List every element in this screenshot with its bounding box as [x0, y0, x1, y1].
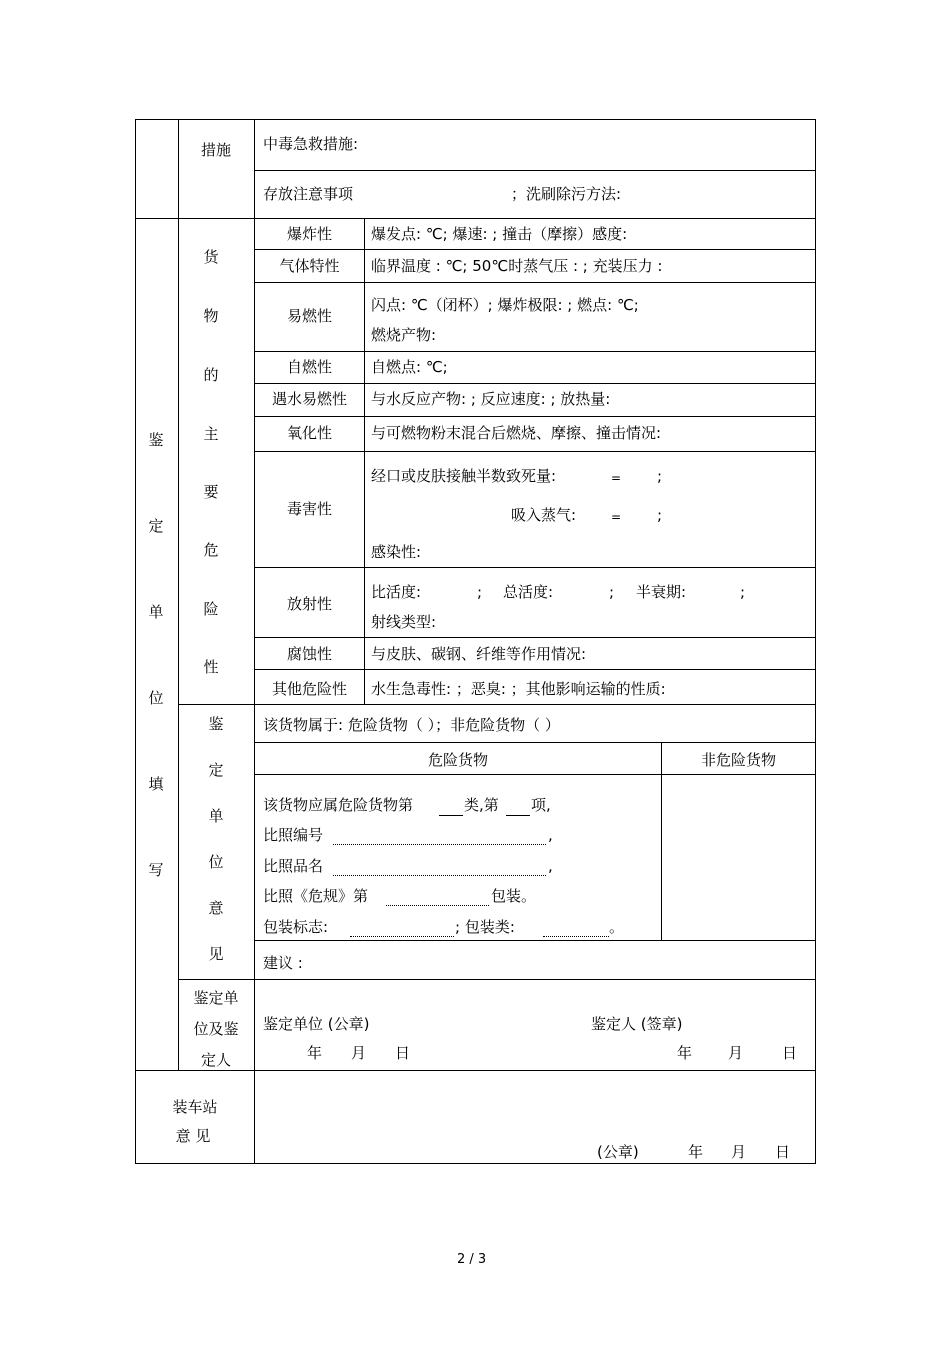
opinion-char: 单	[208, 807, 224, 825]
radioactive-semi: ;	[477, 583, 483, 601]
ref-number-blank	[333, 843, 546, 845]
ref-number-label: 比照编号	[263, 826, 324, 844]
row-line	[255, 637, 816, 638]
hazard-text-toxic-2: 吸入蒸气:	[511, 506, 577, 524]
opinion-char: 见	[208, 945, 224, 963]
class-line-prefix: 该货物应属危险货物第	[263, 796, 414, 814]
hazard-text-radioactive-2: 射线类型:	[371, 613, 437, 631]
row-line	[255, 774, 816, 775]
main-hazard-char: 险	[203, 600, 219, 618]
hazard-name-toxic: 毒害性	[286, 500, 332, 518]
wash-method-label: ；洗刷除污方法:	[511, 185, 622, 203]
table-border-left	[135, 119, 136, 1164]
hazard-name-radioactive: 放射性	[286, 595, 332, 613]
class-line-mid: 类,第	[464, 796, 499, 814]
row-line	[255, 451, 816, 452]
row-line	[255, 742, 816, 743]
radioactive-semi: ;	[740, 583, 746, 601]
hazard-text-flammable-2: 燃烧产物:	[371, 326, 437, 344]
row-line	[255, 567, 816, 568]
hazard-text-toxic-1: 经口或皮肤接触半数致死量:	[371, 467, 557, 485]
station-label-line1: 装车站	[172, 1098, 218, 1116]
hazard-name-gas: 气体特性	[279, 257, 340, 275]
hazard-name-other: 其他危险性	[271, 680, 347, 698]
station-seal: (公章)	[597, 1143, 639, 1161]
person-sign-label: 鉴定人 (签章)	[591, 1015, 683, 1033]
hazard-name-oxidizing: 氧化性	[286, 424, 332, 442]
main-hazard-char: 危	[203, 541, 219, 559]
station-month: 月	[731, 1143, 747, 1161]
opinion-char: 定	[208, 761, 224, 779]
row-line	[255, 669, 816, 670]
ref-name-label: 比照品名	[263, 857, 324, 875]
hazard-text-toxic-3: 感染性:	[371, 543, 422, 561]
signer-label-line: 鉴定单	[193, 989, 239, 1007]
cargo-belongs-text: 该货物属于: 危险货物（ ）；非危险货物（ ）	[263, 716, 560, 734]
measures-label: 措施	[200, 141, 231, 159]
signer-label-line: 位及鉴	[193, 1020, 239, 1038]
col-line	[661, 742, 662, 940]
row-line	[135, 1070, 816, 1071]
station-day: 日	[775, 1143, 791, 1161]
identification-char: 填	[148, 775, 164, 793]
storage-notes-label: 存放注意事项	[263, 185, 354, 203]
opinion-char: 位	[208, 853, 224, 871]
hazard-text-water: 与水反应产物: ; 反应速度: ; 放热量:	[371, 390, 611, 408]
unit-year: 年	[307, 1044, 323, 1062]
unit-day: 日	[395, 1044, 411, 1062]
opinion-char: 鉴	[208, 715, 224, 733]
ref-name-comma: ,	[548, 857, 553, 875]
identification-char: 位	[148, 689, 164, 707]
row-line	[255, 249, 816, 250]
toxic-semi-2: ;	[657, 506, 663, 524]
identification-char: 单	[148, 603, 164, 621]
station-label-line2: 意 见	[175, 1127, 211, 1145]
identification-char: 写	[148, 861, 164, 879]
unit-month: 月	[351, 1044, 367, 1062]
hazard-text-self-ignite: 自燃点: ℃;	[371, 358, 448, 376]
toxic-eq-2: =	[611, 510, 622, 524]
radioactive-total-activity: 总活度:	[503, 583, 554, 601]
pack-class-blank	[543, 935, 609, 937]
station-year: 年	[688, 1143, 704, 1161]
pack-period: 。	[609, 918, 625, 936]
main-hazard-char: 性	[203, 658, 219, 676]
radioactive-semi: ;	[609, 583, 615, 601]
radioactive-specific-activity: 比活度:	[371, 583, 422, 601]
hazard-text-corrosive: 与皮肤、碳钢、纤维等作用情况:	[371, 645, 587, 663]
poison-first-aid-label: 中毒急救措施:	[263, 135, 359, 153]
hazard-name-corrosive: 腐蚀性	[286, 645, 332, 663]
hazard-name-flammable: 易燃性	[286, 307, 332, 325]
person-day: 日	[782, 1044, 798, 1062]
ref-name-blank	[333, 874, 546, 876]
hazard-text-other: 水生急毒性: ；恶臭: ；其他影响运输的性质:	[371, 680, 666, 698]
col-line	[364, 218, 365, 704]
toxic-semi-1: ;	[657, 467, 663, 485]
item-blank	[506, 814, 530, 816]
col-line	[254, 119, 255, 1164]
main-hazard-char: 货	[203, 248, 219, 266]
class-blank	[439, 814, 463, 816]
hazard-name-water: 遇水易燃性	[271, 390, 347, 408]
radioactive-half-life: 半衰期:	[636, 583, 687, 601]
person-month: 月	[728, 1044, 744, 1062]
ref-number-comma: ,	[548, 826, 553, 844]
main-hazard-char: 物	[203, 307, 219, 325]
identification-char: 定	[148, 517, 164, 535]
hazard-text-flammable-1: 闪点: ℃（闭杯）; 爆炸极限: ; 燃点: ℃;	[371, 296, 639, 314]
suggestion-label: 建议 :	[263, 954, 303, 972]
col-line	[178, 119, 179, 1070]
table-border-top	[135, 119, 816, 120]
signer-label-line: 定人	[200, 1051, 231, 1069]
main-hazard-char: 的	[203, 366, 219, 384]
row-line	[255, 383, 816, 384]
hazard-name-explosive: 爆炸性	[286, 225, 332, 243]
unit-seal-label: 鉴定单位 (公章)	[263, 1015, 370, 1033]
hazard-text-oxidizing: 与可燃物粉末混合后燃烧、摩擦、撞击情况:	[371, 424, 662, 442]
ref-rule-suffix: 包装。	[491, 887, 537, 905]
row-line	[255, 282, 816, 283]
row-line	[135, 218, 816, 219]
pack-mark-label: 包装标志:	[263, 918, 329, 936]
opinion-char: 意	[208, 899, 224, 917]
row-line	[178, 979, 816, 980]
hazard-text-explosive: 爆发点: ℃; 爆速: ; 撞击（摩擦）感度:	[371, 225, 628, 243]
row-line	[255, 416, 816, 417]
class-line-suffix: 项,	[531, 796, 551, 814]
row-line	[255, 940, 816, 941]
toxic-eq-1: =	[611, 471, 622, 485]
row-line	[255, 170, 816, 171]
row-line	[178, 704, 816, 705]
page-number: 2 / 3	[457, 1252, 487, 1267]
pack-class-label: ; 包装类:	[455, 918, 515, 936]
hazard-text-gas: 临界温度 : ℃; 50℃时蒸气压 : ; 充装压力 :	[371, 257, 663, 275]
row-line	[255, 351, 816, 352]
hazard-name-self-ignite: 自燃性	[286, 358, 332, 376]
identification-char: 鉴	[148, 431, 164, 449]
person-year: 年	[677, 1044, 693, 1062]
pack-mark-blank	[350, 935, 454, 937]
ref-rule-prefix: 比照《危规》第	[263, 887, 369, 905]
main-hazard-char: 主	[203, 425, 219, 443]
non-dangerous-goods-header: 非危险货物	[700, 751, 776, 769]
table-border-right	[815, 119, 816, 1164]
ref-rule-blank	[386, 904, 489, 906]
main-hazard-char: 要	[203, 483, 219, 501]
dangerous-goods-header: 危险货物	[427, 751, 488, 769]
table-border-bottom	[135, 1163, 816, 1164]
